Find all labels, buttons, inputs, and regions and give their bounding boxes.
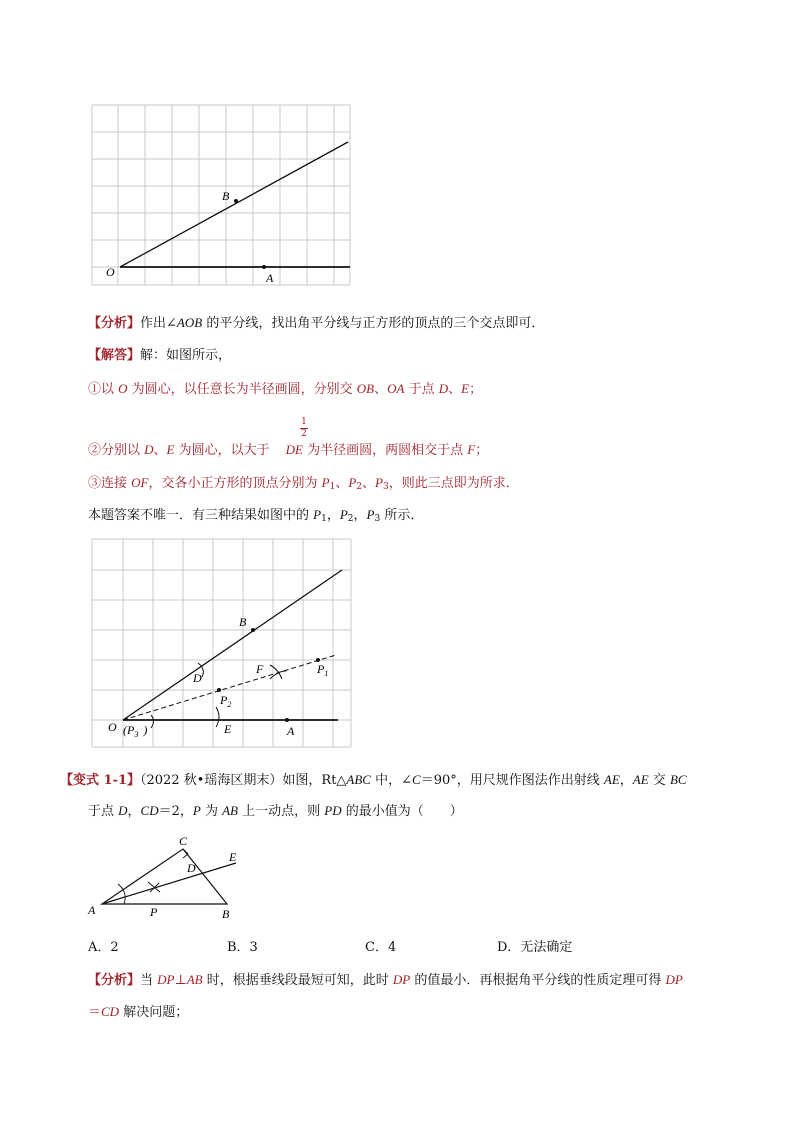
analysis-tag: 【分析】	[88, 316, 141, 331]
label-e: E	[224, 722, 232, 736]
point-b	[251, 628, 255, 632]
analysis-2-line-2: ＝CD 解决问题；	[88, 1004, 189, 1020]
label-o: O	[106, 265, 115, 279]
label-d: D	[193, 671, 202, 685]
label-f: F	[256, 662, 264, 676]
label-d: D	[187, 861, 196, 875]
variant-question-line-2: 于点 D，CD＝2，P 为 AB 上一动点，则 PD 的最小值为（ ）	[88, 803, 463, 819]
label-b: B	[222, 907, 230, 921]
point-a	[285, 718, 289, 722]
label-c: C	[179, 834, 188, 848]
grid	[92, 539, 351, 747]
triangle-abc	[102, 849, 227, 904]
label-a: A	[287, 724, 295, 738]
label-a: A	[88, 903, 96, 917]
variant-tag: 【变式 1-1】	[60, 773, 141, 788]
ray-ob	[123, 570, 342, 720]
note: 本题答案不唯一．有三种结果如图中的 $P_1$，$P_2$，$P_3$ 所示．	[88, 507, 424, 524]
label-p1: $P_1$	[317, 662, 329, 678]
grid	[92, 105, 350, 285]
ray-ae	[102, 863, 236, 904]
analysis-2: 【分析】当 DP⊥AB 时，根据垂线段最短可知，此时 DP 的值最小．再根据角平分线的性质定理可得 DP	[88, 972, 683, 988]
point-b	[234, 199, 238, 203]
analysis-tag: 【分析】	[88, 973, 141, 988]
point-p2	[217, 688, 221, 692]
option-d: D．无法确定	[497, 940, 573, 955]
step-3: ③连接 OF，交各小正方形的顶点分别为 $P_1$、$P_2$、$P_3$，则此三点即为所求．	[88, 475, 519, 492]
label-b: B	[222, 189, 230, 203]
ray-ob	[120, 142, 348, 267]
step-1: ①以 O 为圆心，以任意长为半径画圆，分别交 OB、OA 于点 D、E；	[88, 381, 483, 397]
option-a: A．2	[88, 940, 119, 955]
variant-question: 【变式 1-1】（2022 秋•瑶海区期末）如图，Rt△ABC 中，∠C＝90°，用尺规作图法作出射线 AE，AE 交 BC	[60, 772, 687, 788]
answer-1: 【解答】解：如图所示，	[88, 348, 232, 363]
analysis-1: 【分析】作出∠AOB 的平分线，找出角平分线与正方形的顶点的三个交点即可．	[88, 315, 545, 331]
step-2: ②分别以 D、E 为圆心，以大于 DE 为半径画圆，两圆相交于点 F；	[88, 442, 489, 458]
label-b: B	[239, 615, 247, 629]
figure-angle-aob	[88, 100, 358, 290]
option-b: B．3	[227, 940, 258, 955]
point-a	[262, 265, 266, 269]
figure-right-triangle	[84, 830, 254, 922]
label-e: E	[229, 850, 237, 864]
fraction-one-half: 1 2	[301, 417, 307, 439]
bisector-of	[123, 655, 336, 720]
label-o: O	[108, 720, 117, 734]
answer-tag: 【解答】	[88, 348, 141, 363]
label-p3: ($P_3$ )	[123, 723, 148, 739]
label-p: P	[150, 905, 158, 919]
label-p2: $P_2$	[220, 693, 232, 709]
arc-construction	[118, 884, 125, 904]
right-angle-mark	[183, 849, 188, 858]
option-c: C．4	[365, 940, 397, 955]
arc-e	[216, 707, 219, 727]
figure-bisector-construction	[88, 535, 358, 750]
label-a: A	[266, 271, 274, 285]
